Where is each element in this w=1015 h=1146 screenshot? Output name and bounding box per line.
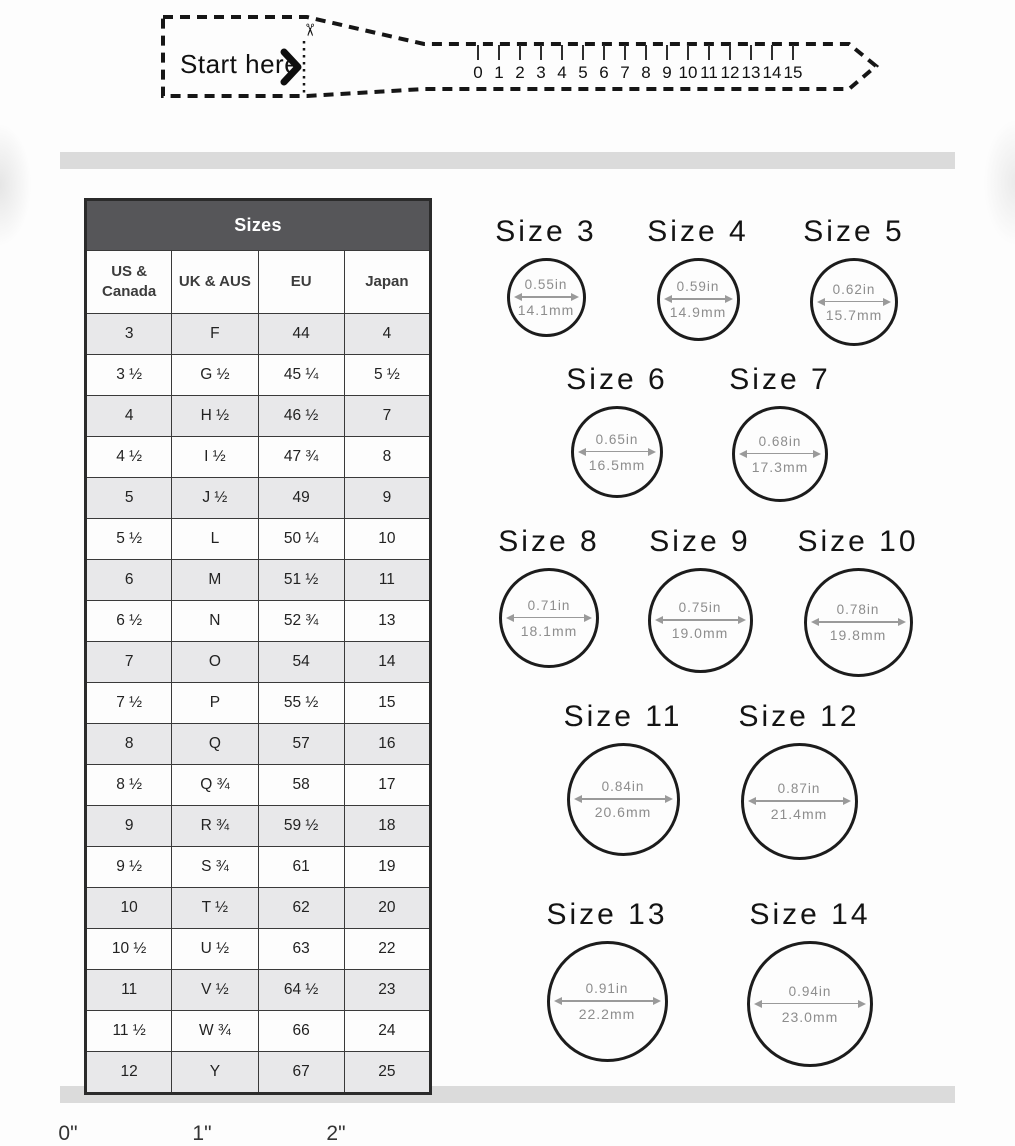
- size-cell: 8: [344, 437, 430, 478]
- arrowhead-left-icon: [739, 450, 747, 458]
- table-row: [86, 806, 431, 847]
- size-cell: W ¾: [172, 1011, 258, 1052]
- size-cell: S ¾: [172, 847, 258, 888]
- size-cell: T ½: [172, 888, 258, 929]
- ring-size-title: Size 7: [729, 363, 831, 396]
- size-cell: 16: [344, 724, 430, 765]
- size-cell: 59 ½: [258, 806, 344, 847]
- size-cell: G ½: [172, 355, 258, 396]
- size-cell: 58: [258, 765, 344, 806]
- diameter-mm: 14.9mm: [669, 304, 727, 320]
- size-cell: 5: [86, 478, 172, 519]
- ruler-number: 4: [557, 63, 567, 82]
- diameter-dimension: [655, 575, 746, 666]
- ring-size-group: [679, 700, 919, 860]
- diameter-inches: 0.55in: [524, 277, 568, 292]
- ring-size-title: Size 9: [649, 525, 751, 558]
- size-cell: 54: [258, 642, 344, 683]
- size-cell: V ½: [172, 970, 258, 1011]
- size-cell: 25: [344, 1052, 430, 1094]
- size-cell: 12: [86, 1052, 172, 1094]
- size-cell: N: [172, 601, 258, 642]
- arrow-line: [562, 1000, 653, 1002]
- ruler-scale: [473, 45, 802, 82]
- size-cell: 62: [258, 888, 344, 929]
- arrow-line: [825, 301, 883, 303]
- size-cell: 24: [344, 1011, 430, 1052]
- size-cell: Q ¾: [172, 765, 258, 806]
- size-cell: 10: [86, 888, 172, 929]
- table-row: [86, 970, 431, 1011]
- diameter-arrow: [664, 295, 733, 303]
- size-cell: U ½: [172, 929, 258, 970]
- size-cell: P: [172, 683, 258, 724]
- ring-circle: [732, 406, 828, 502]
- diameter-arrow: [655, 616, 746, 624]
- column-header: US & Canada: [86, 251, 172, 314]
- arrowhead-left-icon: [514, 293, 522, 301]
- size-cell: 20: [344, 888, 430, 929]
- size-cell: 44: [258, 314, 344, 355]
- size-cell: I ½: [172, 437, 258, 478]
- ruler-number: 3: [536, 63, 546, 82]
- ring-size-group: [738, 525, 978, 677]
- size-cell: 18: [344, 806, 430, 847]
- size-cell: 11 ½: [86, 1011, 172, 1052]
- diameter-arrow: [574, 795, 673, 803]
- size-cell: 10: [344, 519, 430, 560]
- ring-circle: [571, 406, 663, 498]
- table-row: [86, 437, 431, 478]
- divider-top: [60, 152, 955, 169]
- diameter-mm: 14.1mm: [517, 302, 575, 318]
- table-row: [86, 1011, 431, 1052]
- diameter-mm: 15.7mm: [825, 306, 883, 323]
- table-row: [86, 724, 431, 765]
- diameter-arrow: [811, 618, 906, 626]
- diameter-dimension: [817, 265, 891, 339]
- arrow-line: [514, 617, 584, 619]
- size-cell: 4: [86, 396, 172, 437]
- table-row: [86, 847, 431, 888]
- size-cell: 46 ½: [258, 396, 344, 437]
- arrowhead-left-icon: [506, 614, 514, 622]
- size-cell: 5 ½: [86, 519, 172, 560]
- size-cell: 51 ½: [258, 560, 344, 601]
- arrowhead-right-icon: [725, 295, 733, 303]
- size-cell: Q: [172, 724, 258, 765]
- diameter-inches: 0.65in: [595, 431, 639, 447]
- size-cell: R ¾: [172, 806, 258, 847]
- inch-label: 0": [58, 1122, 78, 1145]
- diameter-arrow: [748, 797, 851, 805]
- ring-circle: [507, 258, 586, 337]
- ruler-number: 8: [641, 63, 651, 82]
- size-cell: L: [172, 519, 258, 560]
- ring-circle: [547, 941, 668, 1062]
- diameter-dimension: [739, 413, 821, 495]
- ruler-number: 12: [720, 63, 740, 82]
- arrowhead-left-icon: [554, 997, 562, 1005]
- column-header: EU: [258, 251, 344, 314]
- arrow-line: [819, 621, 898, 623]
- diameter-inches: 0.87in: [777, 781, 821, 796]
- diameter-inches: 0.62in: [832, 281, 876, 297]
- ruler-number: 7: [620, 63, 630, 82]
- size-cell: 7: [344, 396, 430, 437]
- diameter-inches: 0.91in: [585, 981, 629, 996]
- diameter-inches: 0.68in: [758, 433, 802, 449]
- size-cell: 9 ½: [86, 847, 172, 888]
- arrow-line: [663, 619, 738, 621]
- size-cell: 14: [344, 642, 430, 683]
- start-here-label: Start here: [180, 49, 300, 79]
- scissors-icon: ✂: [300, 22, 319, 38]
- ring-circle: [657, 258, 740, 341]
- diameter-mm: 21.4mm: [770, 806, 828, 822]
- size-cell: 22: [344, 929, 430, 970]
- arrowhead-right-icon: [665, 795, 673, 803]
- size-cell: 3 ½: [86, 355, 172, 396]
- table-row: [86, 396, 431, 437]
- arrow-line: [756, 800, 843, 802]
- diameter-inches: 0.71in: [527, 597, 571, 613]
- size-cell: 52 ¾: [258, 601, 344, 642]
- arrow-line: [672, 298, 725, 300]
- table-row: [86, 560, 431, 601]
- size-cell: 13: [344, 601, 430, 642]
- diameter-mm: 19.8mm: [829, 627, 887, 643]
- arrow-line: [762, 1003, 858, 1005]
- size-cell: 23: [344, 970, 430, 1011]
- ruler-number: 15: [783, 63, 803, 82]
- diameter-arrow: [514, 293, 579, 301]
- ring-size-title: Size 4: [647, 215, 749, 248]
- ruler-number: 10: [678, 63, 698, 82]
- ruler-number: 14: [762, 63, 782, 82]
- ring-size-title: Size 3: [495, 215, 597, 248]
- arrowhead-right-icon: [883, 298, 891, 306]
- ring-size-title: Size 6: [566, 363, 668, 396]
- table-row: [86, 888, 431, 929]
- table-row: [86, 683, 431, 724]
- arrow-line: [522, 296, 571, 298]
- size-cell: Y: [172, 1052, 258, 1094]
- table-row: [86, 642, 431, 683]
- diameter-dimension: [554, 948, 661, 1055]
- arrowhead-right-icon: [653, 997, 661, 1005]
- diameter-inches: 0.84in: [601, 779, 645, 794]
- size-cell: 55 ½: [258, 683, 344, 724]
- diameter-dimension: [578, 413, 656, 491]
- size-cell: 7 ½: [86, 683, 172, 724]
- arrow-line: [747, 453, 813, 455]
- diameter-arrow: [754, 1000, 866, 1008]
- size-cell: 47 ¾: [258, 437, 344, 478]
- diameter-dimension: [514, 265, 579, 330]
- ring-size-title: Size 8: [498, 525, 600, 558]
- diameter-mm: 17.3mm: [751, 458, 809, 475]
- size-cell: 61: [258, 847, 344, 888]
- size-cell: 4 ½: [86, 437, 172, 478]
- diameter-arrow: [554, 997, 661, 1005]
- arrow-line: [586, 451, 648, 453]
- diameter-dimension: [748, 750, 851, 853]
- ring-sizer-strip: [0, 0, 1015, 115]
- column-header: UK & AUS: [172, 251, 258, 314]
- column-header: Japan: [344, 251, 430, 314]
- size-cell: 15: [344, 683, 430, 724]
- ring-circle: [747, 941, 873, 1067]
- ruler-number: 11: [700, 63, 718, 82]
- table-row: [86, 478, 431, 519]
- inch-label: 2": [326, 1122, 346, 1145]
- arrowhead-left-icon: [754, 1000, 762, 1008]
- ring-size-group: [734, 215, 974, 346]
- size-cell: 8: [86, 724, 172, 765]
- arrowhead-right-icon: [843, 797, 851, 805]
- ring-circle: [804, 568, 913, 677]
- diameter-arrow: [578, 448, 656, 456]
- size-cell: O: [172, 642, 258, 683]
- arrowhead-right-icon: [858, 1000, 866, 1008]
- arrowhead-left-icon: [748, 797, 756, 805]
- ring-size-title: Size 11: [563, 700, 683, 733]
- size-cell: 7: [86, 642, 172, 683]
- diameter-mm: 20.6mm: [594, 804, 652, 820]
- size-cell: 11: [86, 970, 172, 1011]
- table-row: [86, 314, 431, 355]
- size-cell: 9: [344, 478, 430, 519]
- size-cell: 45 ¼: [258, 355, 344, 396]
- diameter-arrow: [817, 298, 891, 306]
- diameter-mm: 19.0mm: [671, 625, 729, 641]
- arrowhead-right-icon: [898, 618, 906, 626]
- size-cell: 50 ¼: [258, 519, 344, 560]
- arrowhead-left-icon: [664, 295, 672, 303]
- diameter-dimension: [754, 948, 866, 1060]
- arrowhead-left-icon: [578, 448, 586, 456]
- size-conversion-table: [84, 198, 432, 1095]
- size-cell: 57: [258, 724, 344, 765]
- size-cell: 5 ½: [344, 355, 430, 396]
- page-edge-shadow-right: [971, 95, 1015, 270]
- ring-circle: [741, 743, 858, 860]
- diameter-arrow: [739, 450, 821, 458]
- size-cell: 19: [344, 847, 430, 888]
- ruler-number: 13: [741, 63, 761, 82]
- ring-circle: [567, 743, 680, 856]
- ring-size-title: Size 12: [738, 700, 860, 733]
- table-title: Sizes: [86, 200, 431, 251]
- size-cell: 6 ½: [86, 601, 172, 642]
- size-cell: M: [172, 560, 258, 601]
- size-cell: H ½: [172, 396, 258, 437]
- ruler-number: 2: [515, 63, 525, 82]
- table-row: [86, 1052, 431, 1094]
- size-cell: 3: [86, 314, 172, 355]
- ruler-number: 5: [578, 63, 588, 82]
- size-cell: 63: [258, 929, 344, 970]
- ring-size-title: Size 10: [797, 525, 919, 558]
- size-cell: 10 ½: [86, 929, 172, 970]
- arrowhead-left-icon: [655, 616, 663, 624]
- diameter-mm: 18.1mm: [520, 622, 578, 639]
- size-cell: 9: [86, 806, 172, 847]
- arrowhead-left-icon: [811, 618, 819, 626]
- arrow-line: [582, 798, 665, 800]
- size-cell: 11: [344, 560, 430, 601]
- size-cell: J ½: [172, 478, 258, 519]
- size-cell: 6: [86, 560, 172, 601]
- ring-size-title: Size 5: [803, 215, 905, 248]
- diameter-dimension: [811, 575, 906, 670]
- table-row: [86, 355, 431, 396]
- ruler-number: 9: [662, 63, 672, 82]
- size-cell: 8 ½: [86, 765, 172, 806]
- diameter-dimension: [574, 750, 673, 849]
- size-cell: 49: [258, 478, 344, 519]
- size-cell: 17: [344, 765, 430, 806]
- size-cell: F: [172, 314, 258, 355]
- ring-size-title: Size 13: [546, 898, 668, 931]
- page-edge-shadow-left: [0, 100, 44, 270]
- size-cell: 64 ½: [258, 970, 344, 1011]
- arrowhead-right-icon: [648, 448, 656, 456]
- ruler-number: 0: [473, 63, 483, 82]
- diameter-inches: 0.75in: [678, 600, 722, 615]
- diameter-inches: 0.94in: [788, 983, 832, 999]
- inch-label: 1": [192, 1122, 212, 1145]
- arrowhead-left-icon: [817, 298, 825, 306]
- ring-circle: [810, 258, 898, 346]
- table-row: [86, 765, 431, 806]
- ruler-number: 1: [494, 63, 504, 82]
- table-row: [86, 519, 431, 560]
- ring-size-group: [660, 363, 900, 502]
- ring-circle: [648, 568, 753, 673]
- size-cell: 67: [258, 1052, 344, 1094]
- size-cell: 66: [258, 1011, 344, 1052]
- size-cell: 4: [344, 314, 430, 355]
- diameter-inches: 0.78in: [836, 602, 880, 617]
- diameter-inches: 0.59in: [676, 279, 720, 294]
- table-row: [86, 929, 431, 970]
- ruler-number: 6: [599, 63, 609, 82]
- table-row: [86, 601, 431, 642]
- diameter-mm: 16.5mm: [588, 456, 646, 473]
- diameter-mm: 23.0mm: [781, 1008, 839, 1025]
- ring-size-group: [690, 898, 930, 1067]
- arrowhead-left-icon: [574, 795, 582, 803]
- arrowhead-right-icon: [813, 450, 821, 458]
- diameter-mm: 22.2mm: [578, 1006, 636, 1022]
- diameter-dimension: [664, 265, 733, 334]
- ring-size-title: Size 14: [749, 898, 871, 931]
